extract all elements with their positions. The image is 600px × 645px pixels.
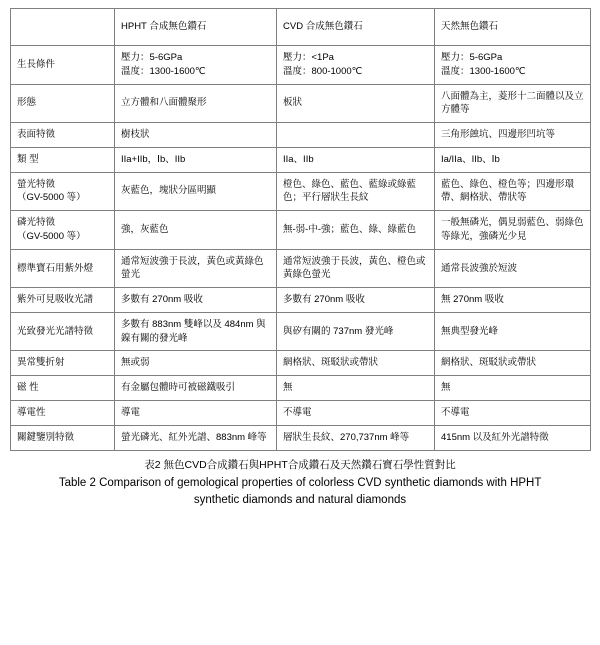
cell-natural: 三角形蝕坑、四邊形凹坑等 xyxy=(435,123,591,148)
cell-line: 溫度：1300-1600℃ xyxy=(121,65,206,77)
row-label: 類 型 xyxy=(11,147,115,172)
cell-hpht: 無或弱 xyxy=(115,351,277,376)
table-row xyxy=(11,401,591,426)
cell-cvd: 不導電 xyxy=(277,401,435,426)
row-label: 生長條件 xyxy=(11,46,115,85)
cell-hpht: 多數有 883nm 雙峰以及 484nm 與鎳有關的發光峰 xyxy=(115,312,277,351)
cell-cvd: 與矽有關的 737nm 發光峰 xyxy=(277,312,435,351)
cell-cvd: 多數有 270nm 吸收 xyxy=(277,288,435,313)
table-row xyxy=(11,211,591,250)
cell-natural: 一般無磷光，偶見弱藍色、弱綠色等綠光，強磷光少見 xyxy=(435,211,591,250)
header-cell-cvd: CVD 合成無色鑽石 xyxy=(277,9,435,46)
cell-cvd: 板狀 xyxy=(277,84,435,123)
row-label: 導電性 xyxy=(11,401,115,426)
table-row xyxy=(11,312,591,351)
table-row xyxy=(11,288,591,313)
cell-natural: 無典型發光峰 xyxy=(435,312,591,351)
header-cell-natural: 天然無色鑽石 xyxy=(435,9,591,46)
cell-hpht: 樹枝狀 xyxy=(115,123,277,148)
cell-hpht: IIa+IIb，Ⅰb、IIb xyxy=(115,147,277,172)
cell-natural: 415nm 以及紅外光譜特徵 xyxy=(435,425,591,450)
cell-natural: 不導電 xyxy=(435,401,591,426)
table-row xyxy=(11,46,591,85)
cell-cvd xyxy=(277,123,435,148)
cell-hpht: 有金屬包體時可被磁鐵吸引 xyxy=(115,376,277,401)
table-caption-chinese: 表2 無色CVD合成鑽石與HPHT合成鑽石及天然鑽石寶石學性質對比 xyxy=(144,458,456,471)
row-label-line: 螢光特徵 xyxy=(17,178,56,190)
cell-hpht: 強，灰藍色 xyxy=(115,211,277,250)
cell-natural: 通常長波強於短波 xyxy=(435,249,591,288)
cell-line: 壓力：5-6GPa xyxy=(441,52,503,63)
row-label: 標準寶石用紫外燈 xyxy=(11,249,115,288)
table-row xyxy=(11,123,591,148)
row-label xyxy=(11,211,115,250)
cell-cvd: 網格狀、斑駁狀或帶狀 xyxy=(277,351,435,376)
cell-natural: 無 270nm 吸收 xyxy=(435,288,591,313)
header-cell-blank xyxy=(11,9,115,46)
cell-cvd xyxy=(277,46,435,85)
table-row xyxy=(11,351,591,376)
row-label-line: （GV-5000 等） xyxy=(17,192,86,204)
row-label: 表面特徵 xyxy=(11,123,115,148)
comparison-table xyxy=(10,8,591,451)
caption-line-1: Table 2 Comparison of gemological properties of colorless CVD synthetic diamonds with HPHT xyxy=(58,477,542,490)
row-label: 磁 性 xyxy=(11,376,115,401)
cell-cvd: 無-弱-中-強；藍色、綠、綠藍色 xyxy=(277,211,435,250)
cell-cvd: 無 xyxy=(277,376,435,401)
cell-line: 壓力：<1Pa xyxy=(283,52,334,63)
row-label-line: 磷光特徵 xyxy=(17,217,56,229)
cell-natural: Ia/IIa、IIb、Ⅰb xyxy=(435,147,591,172)
row-label: 異常雙折射 xyxy=(11,351,115,376)
table-caption-english xyxy=(10,475,590,508)
cell-line: 壓力：5-6GPa xyxy=(121,52,183,63)
caption-line-2: synthetic diamonds and natural diamonds xyxy=(193,493,407,506)
cell-hpht: 導電 xyxy=(115,401,277,426)
cell-hpht xyxy=(115,46,277,85)
cell-natural: 網格狀、斑駁狀或帶狀 xyxy=(435,351,591,376)
row-label xyxy=(11,172,115,211)
table-row xyxy=(11,249,591,288)
row-label-line: （GV-5000 等） xyxy=(17,230,86,242)
cell-natural: 無 xyxy=(435,376,591,401)
cell-hpht: 灰藍色，塊狀分區明顯 xyxy=(115,172,277,211)
row-label: 形態 xyxy=(11,84,115,123)
header-cell-hpht: HPHT 合成無色鑽石 xyxy=(115,9,277,46)
cell-cvd: 層狀生長紋、270,737nm 峰等 xyxy=(277,425,435,450)
cell-hpht: 螢光磷光、紅外光譜、883nm 峰等 xyxy=(115,425,277,450)
row-label: 光致發光光譜特徵 xyxy=(11,312,115,351)
table-row xyxy=(11,147,591,172)
cell-hpht: 通常短波強于長波，黃色或黃綠色螢光 xyxy=(115,249,277,288)
table-row xyxy=(11,376,591,401)
table-row xyxy=(11,84,591,123)
table-header-row xyxy=(11,9,591,46)
cell-hpht: 立方體和八面體聚形 xyxy=(115,84,277,123)
cell-cvd: 橙色、綠色、藍色、藍綠或綠藍色；平行層狀生長紋 xyxy=(277,172,435,211)
table-row xyxy=(11,172,591,211)
cell-natural xyxy=(435,46,591,85)
table-row xyxy=(11,425,591,450)
cell-natural: 藍色、綠色、橙色等；四邊形環帶、網格狀、帶狀等 xyxy=(435,172,591,211)
cell-hpht: 多數有 270nm 吸收 xyxy=(115,288,277,313)
cell-natural: 八面體為主，菱形十二面體以及立方體等 xyxy=(435,84,591,123)
cell-cvd: IIa、IIb xyxy=(277,147,435,172)
row-label: 紫外可見吸收光譜 xyxy=(11,288,115,313)
row-label: 關鍵鑒別特徵 xyxy=(11,425,115,450)
cell-line: 溫度：1300-1600℃ xyxy=(441,65,526,77)
cell-line: 溫度：800-1000℃ xyxy=(283,65,363,77)
cell-cvd: 通常短波強于長波，黃色、橙色或黃綠色螢光 xyxy=(277,249,435,288)
